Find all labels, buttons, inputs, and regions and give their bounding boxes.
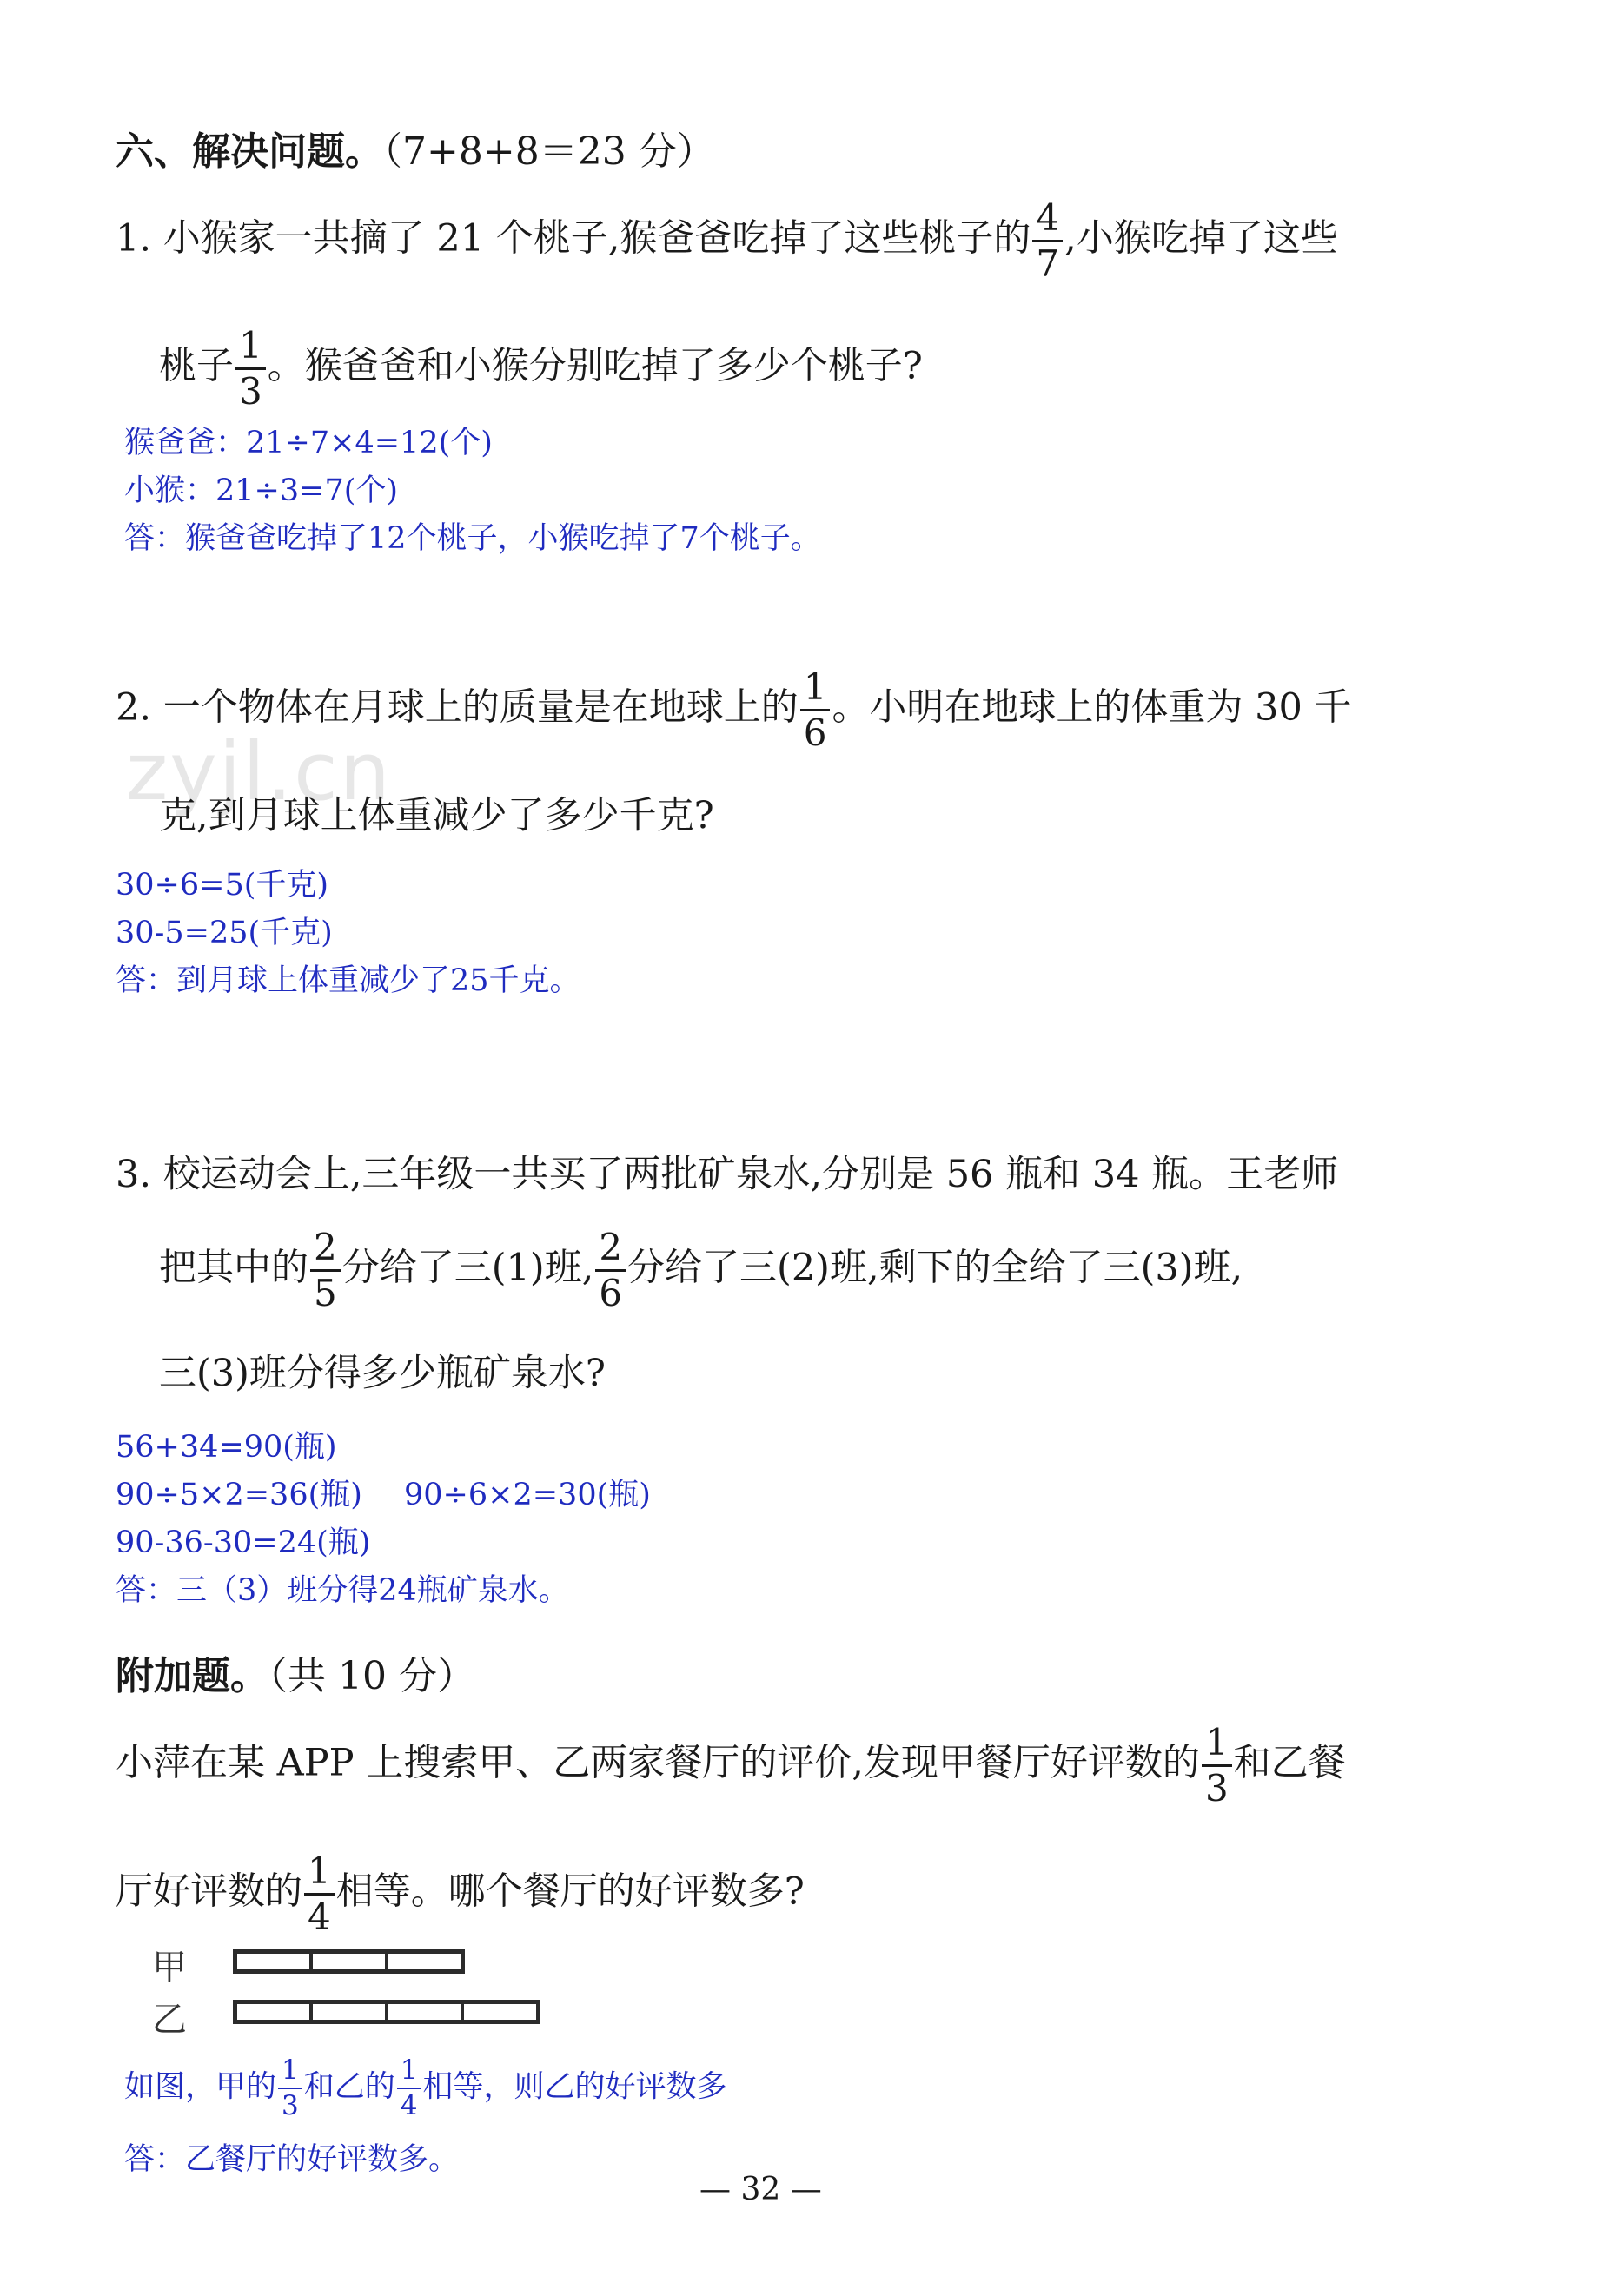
fraction-2-5 — [310, 1226, 341, 1314]
fraction-denominator: 6 — [800, 709, 831, 751]
problem-3-answer-2: 90÷5×2=36(瓶) — [116, 1478, 362, 1512]
bar-segment — [313, 2004, 388, 2020]
fraction-denominator: 3 — [278, 2088, 302, 2120]
fraction-numerator: 1 — [1204, 1721, 1229, 1763]
fraction-numerator: 4 — [1036, 196, 1060, 239]
bar-segment — [388, 1954, 461, 1969]
diagram-label-yi: 乙 — [152, 2000, 187, 2040]
problem-3-answer-1: 56+34=90(瓶) — [116, 1430, 337, 1465]
fraction-denominator: 6 — [595, 1269, 626, 1312]
problem-3-line-3: 三(3)班分得多少瓶矿泉水? — [159, 1352, 606, 1395]
page-number: — 32 — — [699, 2172, 822, 2207]
bonus-answer-text-a: 如图，甲的 — [124, 2069, 277, 2105]
bonus-title-text: 附加题。 — [116, 1654, 268, 1698]
problem-3-text-c: 分给了三(2)班,剩下的全给了三(3)班, — [627, 1246, 1243, 1290]
bonus-score: （共 10 分） — [268, 1654, 475, 1698]
problem-1-text-c: 桃子 — [159, 344, 234, 388]
problem-1-answer-1: 猴爸爸：21÷7×4=12(个) — [124, 426, 493, 460]
fraction-numerator: 1 — [308, 1849, 331, 1892]
bonus-answer-2: 答：乙餐厅的好评数多。 — [124, 2142, 460, 2177]
bar-segment — [237, 2004, 313, 2020]
problem-3-line-2 — [159, 1226, 1243, 1314]
section-title — [116, 120, 715, 175]
fraction-denominator: 5 — [310, 1269, 341, 1312]
fraction-denominator: 7 — [1032, 240, 1063, 282]
bonus-line-1 — [116, 1721, 1346, 1810]
fraction-1-4 — [304, 1849, 335, 1938]
fraction-numerator: 2 — [314, 1226, 337, 1268]
bonus-answer-text-b: 和乙的 — [303, 2069, 395, 2105]
fraction-1-6 — [800, 665, 831, 754]
problem-1-text-a: 1. 小猴家一共摘了 21 个桃子,猴爸爸吃掉了这些桃子的 — [116, 216, 1031, 261]
problem-2-answer-1: 30÷6=5(千克) — [116, 868, 329, 903]
diagram-label-jia: 甲 — [152, 1948, 187, 1988]
problem-1-answer-2: 小猴：21÷3=7(个) — [124, 473, 399, 508]
fraction-1-3 — [1202, 1721, 1232, 1810]
problem-1-text-d: 。猴爸爸和小猴分别吃掉了多少个桃子? — [267, 344, 923, 388]
problem-3-answer-3: 90÷6×2=30(瓶) — [404, 1478, 651, 1512]
section-title-text: 六、解决问题。 — [116, 129, 383, 174]
watermark: zyjl.cn — [126, 725, 392, 818]
problem-3-text-a: 把其中的 — [159, 1246, 308, 1290]
fraction-denominator: 4 — [304, 1893, 335, 1935]
fraction-denominator: 3 — [235, 367, 266, 410]
bar-segment — [237, 1954, 313, 1969]
fraction-4-7 — [1032, 196, 1063, 285]
fraction-denominator: 3 — [1202, 1764, 1232, 1807]
bonus-text-b: 和乙餐 — [1233, 1741, 1346, 1785]
fraction-numerator: 1 — [282, 2054, 299, 2086]
problem-1-line-1 — [116, 196, 1338, 285]
problem-3-line-1: 3. 校运动会上,三年级一共买了两批矿泉水,分别是 56 瓶和 34 瓶。王老师 — [116, 1153, 1339, 1196]
problem-3-answer-5: 答：三（3）班分得24瓶矿泉水。 — [116, 1573, 569, 1608]
problem-2-answer-3: 答：到月球上体重减少了25千克。 — [116, 963, 580, 998]
fraction-numerator: 1 — [400, 2054, 418, 2086]
problem-2-line-2: 克,到月球上体重减少了多少千克? — [159, 794, 714, 837]
diagram-bar-yi — [233, 2000, 540, 2024]
fraction-numerator: 2 — [599, 1226, 623, 1268]
bar-segment — [464, 2004, 536, 2020]
problem-2-text-a: 2. 一个物体在月球上的质量是在地球上的 — [116, 685, 799, 730]
fraction-1-3 — [235, 324, 266, 413]
section-score: （7+8+8＝23 分） — [383, 129, 715, 174]
answer-fraction-1-4 — [397, 2054, 421, 2121]
problem-2-answer-2: 30-5=25(千克) — [116, 916, 333, 950]
problem-1-text-b: ,小猴吃掉了这些 — [1064, 216, 1338, 261]
problem-1-line-2 — [159, 324, 923, 413]
fraction-2-6 — [595, 1226, 626, 1314]
bonus-text-c: 厅好评数的 — [116, 1869, 302, 1914]
diagram-bar-jia — [233, 1949, 465, 1974]
bonus-answer-1 — [124, 2054, 727, 2121]
bonus-text-a: 小萍在某 APP 上搜索甲、乙两家餐厅的评价,发现甲餐厅好评数的 — [116, 1741, 1200, 1785]
bonus-title — [116, 1644, 475, 1700]
problem-2-text-b: 。小明在地球上的体重为 30 千 — [832, 685, 1352, 730]
problem-1-answer-3: 答：猴爸爸吃掉了12个桃子，小猴吃掉了7个桃子。 — [124, 521, 821, 556]
bar-segment — [313, 1954, 388, 1969]
bar-segment — [388, 2004, 464, 2020]
problem-2-line-1 — [116, 665, 1352, 754]
fraction-numerator: 1 — [239, 324, 262, 367]
bonus-answer-text-c: 相等，则乙的好评数多 — [422, 2069, 727, 2105]
answer-fraction-1-3 — [278, 2054, 302, 2121]
fraction-denominator: 4 — [397, 2088, 421, 2120]
problem-3-text-b: 分给了三(1)班, — [341, 1246, 594, 1290]
fraction-numerator: 1 — [803, 665, 827, 708]
bonus-line-2 — [116, 1849, 805, 1938]
problem-3-answer-4: 90-36-30=24(瓶) — [116, 1525, 371, 1560]
bonus-text-d: 相等。哪个餐厅的好评数多? — [335, 1869, 805, 1914]
